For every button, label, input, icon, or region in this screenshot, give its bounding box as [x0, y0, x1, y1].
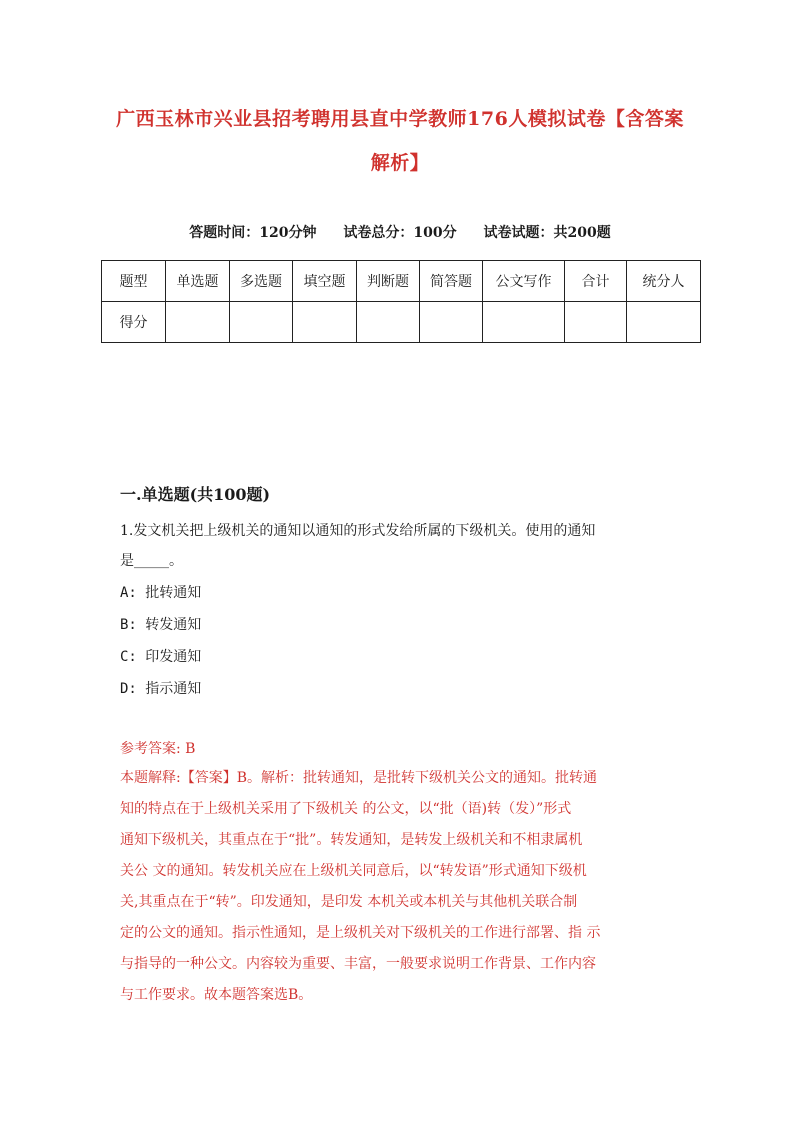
- score-table-header-cell: 单选题: [166, 261, 230, 302]
- score-cell: [627, 302, 701, 343]
- document-title-line-2: 解析】: [370, 152, 430, 174]
- exam-question-count: 试卷试题：共200题: [483, 225, 611, 241]
- score-table-header-cell: 多选题: [230, 261, 293, 302]
- explanation-line: 关,其重点在于“转”。印发通知，是印发 本机关或本机关与其他机关联合制: [120, 894, 578, 910]
- score-cell: [565, 302, 627, 343]
- score-table-header-cell: 公文写作: [483, 261, 565, 302]
- question-stem-line: 是_____。: [120, 553, 183, 569]
- document-title-line-1: 广西玉林市兴业县招考聘用县直中学教师176人模拟试卷【含答案: [116, 108, 684, 130]
- option-a: A: 批转通知: [120, 585, 202, 601]
- question-stem-line: 1.发文机关把上级机关的通知以通知的形式发给所属的下级机关。使用的通知: [120, 523, 596, 539]
- score-cell: [420, 302, 483, 343]
- score-table-header-cell: 填空题: [293, 261, 357, 302]
- explanation-line: 知的特点在于上级机关采用了下级机关 的公文，以“批（语)转（发）”形式: [120, 801, 572, 817]
- score-cell: [230, 302, 293, 343]
- score-cell: [357, 302, 420, 343]
- score-table-header-cell: 判断题: [357, 261, 420, 302]
- score-table-score-row: [102, 302, 701, 343]
- score-cell: [166, 302, 230, 343]
- score-table-header-cell: 题型: [102, 261, 166, 302]
- reference-answer: 参考答案: B: [120, 741, 196, 757]
- exam-total-score: 试卷总分：100分: [343, 225, 457, 241]
- score-table: [101, 260, 701, 343]
- score-table-header-cell: 简答题: [420, 261, 483, 302]
- explanation-line: 通知下级机关，其重点在于“批”。转发通知，是转发上级机关和不相隶属机: [120, 832, 583, 848]
- explanation-line: 与工作要求。故本题答案选B。: [120, 987, 313, 1003]
- score-cell: [483, 302, 565, 343]
- section-heading: 一.单选题(共100题): [120, 485, 271, 504]
- score-cell: [293, 302, 357, 343]
- score-table-header-cell: 合计: [565, 261, 627, 302]
- option-c: C: 印发通知: [120, 649, 202, 665]
- explanation-line: 本题解释:【答案】B。解析：批转通知，是批转下级机关公文的通知。批转通: [120, 770, 598, 786]
- score-table-row-label: 得分: [102, 302, 166, 343]
- answer-explanation: [120, 763, 700, 1011]
- explanation-line: 定的公文的通知。指示性通知，是上级机关对下级机关的工作进行部署、指 示: [120, 925, 601, 941]
- score-table-header-cell: 统分人: [627, 261, 701, 302]
- answer-options: [120, 577, 201, 705]
- score-table-header-row: [102, 261, 701, 302]
- option-d: D: 指示通知: [120, 681, 202, 697]
- option-b: B: 转发通知: [120, 617, 202, 633]
- question-stem: [120, 516, 700, 576]
- exam-meta: [100, 222, 700, 242]
- exam-duration: 答题时间：120分钟: [189, 225, 317, 241]
- explanation-line: 关公 文的通知。转发机关应在上级机关同意后，以“转发语”形式通知下级机: [120, 863, 587, 879]
- explanation-line: 与指导的一种公文。内容较为重要、丰富，一般要求说明工作背景、工作内容: [120, 956, 596, 972]
